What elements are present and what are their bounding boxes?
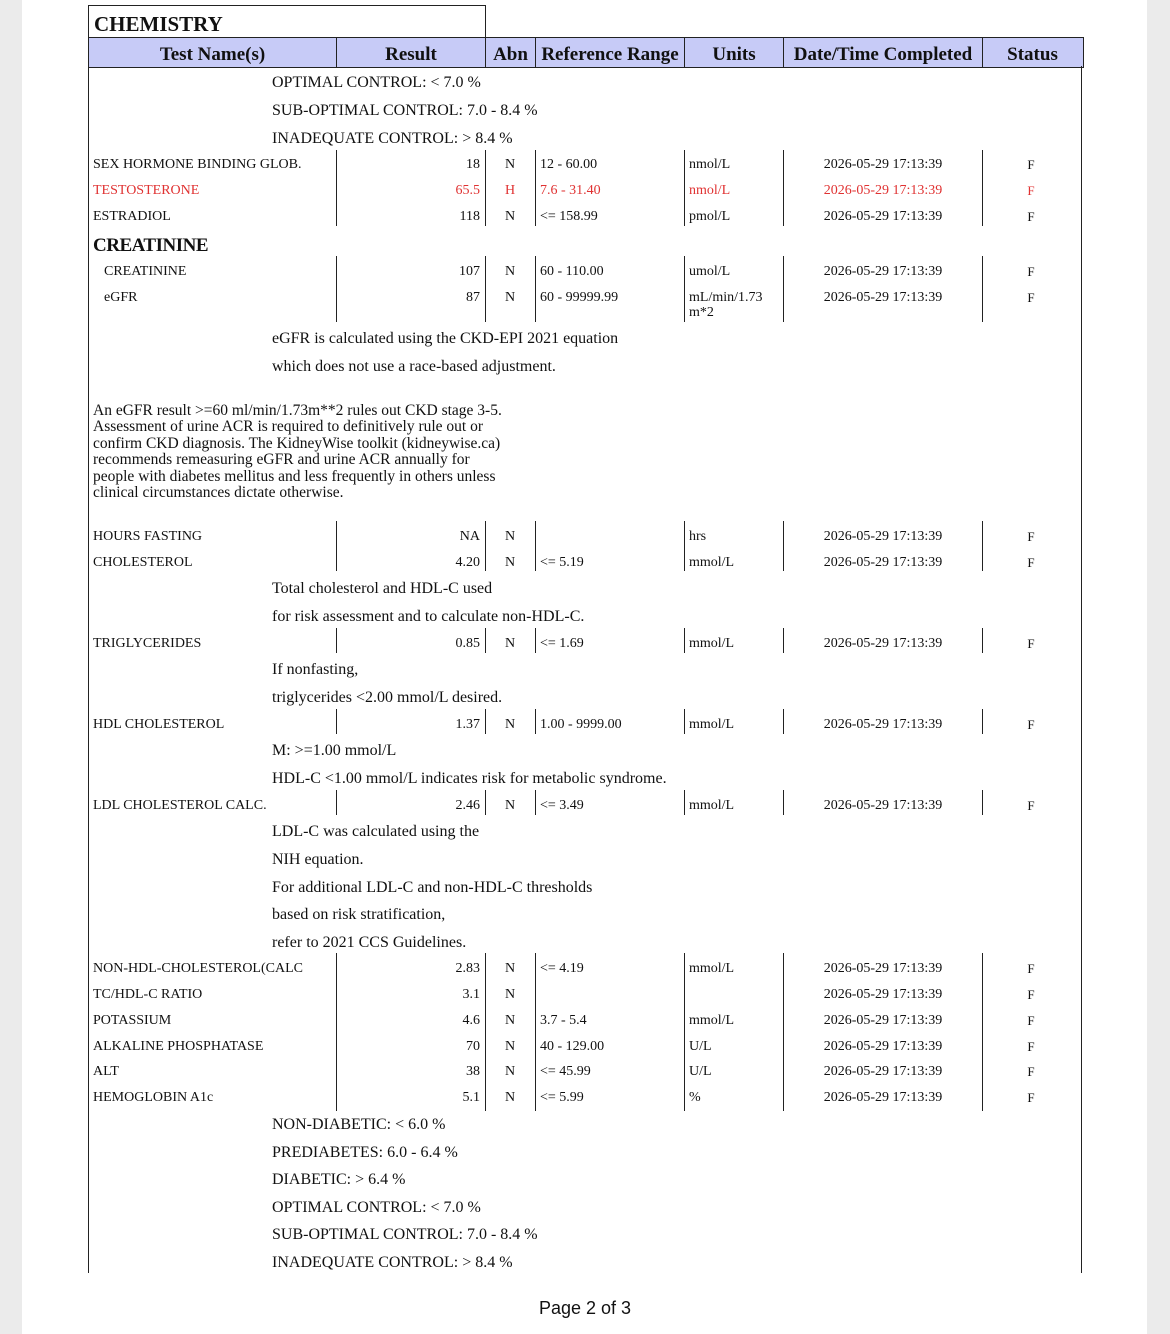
result-comment: INADEQUATE CONTROL: > 8.4 % [272, 130, 513, 147]
cell-divider [684, 790, 685, 815]
units: nmol/L [689, 157, 731, 172]
result-status: F [1027, 717, 1035, 732]
cell-divider [485, 790, 486, 815]
result-comment: M: >=1.00 mmol/L [272, 742, 397, 759]
reference-range: 3.7 - 5.4 [540, 1013, 587, 1028]
test-result: 5.1 [462, 1090, 480, 1105]
abnormal-flag: N [504, 798, 516, 813]
cell-divider [535, 628, 536, 653]
units: mmol/L [689, 1013, 735, 1028]
cell-divider [485, 709, 486, 734]
test-name: eGFR [104, 290, 138, 305]
cell-divider [336, 709, 337, 734]
cell-divider [336, 790, 337, 815]
reference-range: 40 - 129.00 [540, 1039, 605, 1054]
cell-divider [684, 709, 685, 734]
date-completed: 2026-05-29 17:13:39 [823, 961, 943, 976]
cell-divider [535, 256, 536, 322]
units: mmol/L [689, 961, 735, 976]
test-result: 107 [459, 264, 480, 279]
result-comment: OPTIMAL CONTROL: < 7.0 % [272, 74, 481, 91]
page-number: Page 2 of 3 [538, 1298, 632, 1318]
report-page [22, 0, 1147, 1334]
cell-divider [684, 953, 685, 1111]
cell-divider [485, 953, 486, 1111]
reference-range: <= 5.19 [540, 555, 584, 570]
col-status: Status [1007, 44, 1058, 65]
test-result: 4.20 [455, 555, 480, 570]
units: mL/min/1.73 [689, 290, 763, 305]
test-result: 118 [459, 209, 480, 224]
result-status: F [1027, 209, 1035, 224]
test-result: 1.37 [455, 717, 480, 732]
result-status: F [1027, 987, 1035, 1002]
test-name: TC/HDL-C RATIO [93, 987, 203, 1002]
units: pmol/L [689, 209, 731, 224]
col-units: Units [685, 38, 784, 67]
date-completed: 2026-05-29 17:13:39 [823, 1090, 943, 1105]
col-reference-range: Reference Range [536, 38, 685, 67]
abnormal-flag: N [504, 157, 516, 172]
result-comment: SUB-OPTIMAL CONTROL: 7.0 - 8.4 % [272, 102, 538, 119]
result-status: F [1027, 961, 1035, 976]
result-comment: which does not use a race-based adjustment. [272, 358, 556, 375]
cell-divider [485, 150, 486, 226]
test-result: 65.5 [455, 183, 480, 198]
test-name: ALKALINE PHOSPHATASE [93, 1039, 264, 1054]
test-result: 2.83 [455, 961, 480, 976]
result-comment: SUB-OPTIMAL CONTROL: 7.0 - 8.4 % [272, 1226, 538, 1244]
result-comment: Total cholesterol and HDL-C used [272, 580, 493, 597]
result-comment: for risk assessment and to calculate non-HDL-C. [272, 608, 585, 625]
reference-range: <= 5.99 [540, 1090, 584, 1105]
cell-divider [485, 521, 486, 571]
date-completed: 2026-05-29 17:13:39 [823, 555, 943, 570]
date-completed: 2026-05-29 17:13:39 [823, 1039, 943, 1054]
abnormal-flag: N [504, 717, 516, 732]
result-status: F [1027, 1064, 1035, 1079]
test-result: 18 [466, 157, 480, 172]
cell-divider [336, 628, 337, 653]
col-result: Result [337, 38, 486, 67]
result-status: F [1027, 529, 1035, 544]
result-comment: HDL-C <1.00 mmol/L indicates risk for metabolic syndrome. [272, 770, 667, 787]
abnormal-flag: N [504, 555, 516, 570]
date-completed: 2026-05-29 17:13:39 [823, 209, 943, 224]
col-date-completed: Date/Time Completed [784, 38, 983, 67]
cell-divider [485, 256, 486, 322]
abnormal-flag: N [504, 1039, 516, 1054]
reference-range: 12 - 60.00 [540, 157, 598, 172]
cell-divider [535, 709, 536, 734]
result-comment: refer to 2021 CCS Guidelines. [272, 934, 467, 952]
col-test-name: Test Name(s) [89, 38, 337, 67]
section-title-box [88, 5, 486, 38]
abnormal-flag: H [504, 183, 516, 198]
units: % [689, 1090, 701, 1105]
test-name: ALT [93, 1064, 119, 1079]
result-status: F [1027, 183, 1035, 198]
result-comment: triglycerides <2.00 mmol/L desired. [272, 689, 503, 706]
date-completed: 2026-05-29 17:13:39 [823, 529, 943, 544]
section-title: CHEMISTRY [94, 12, 223, 36]
cell-divider [336, 521, 337, 571]
result-status: F [1027, 1013, 1035, 1028]
column-header-row [88, 37, 1084, 68]
units: umol/L [689, 264, 731, 279]
test-name: POTASSIUM [93, 1013, 172, 1028]
reference-range: 60 - 99999.99 [540, 290, 619, 305]
result-status: F [1027, 636, 1035, 651]
result-comment: LDL-C was calculated using the [272, 823, 480, 840]
abnormal-flag: N [504, 636, 516, 651]
date-completed: 2026-05-29 17:13:39 [823, 264, 943, 279]
result-status: F [1027, 798, 1035, 813]
result-status: F [1027, 157, 1035, 172]
date-completed: 2026-05-29 17:13:39 [823, 798, 943, 813]
test-name: ESTRADIOL [93, 209, 171, 224]
table-right-border [1081, 66, 1082, 1273]
result-comment: OPTIMAL CONTROL: < 7.0 % [272, 1198, 481, 1216]
table-left-border [88, 66, 89, 1273]
cell-divider [684, 256, 685, 322]
abnormal-flag: N [504, 290, 516, 305]
reference-range: <= 1.69 [540, 636, 584, 651]
units: mmol/L [689, 636, 735, 651]
cell-divider [684, 150, 685, 226]
cell-divider [336, 150, 337, 226]
test-name: CHOLESTEROL [93, 555, 193, 570]
result-status: F [1027, 555, 1035, 570]
test-name: HDL CHOLESTEROL [93, 717, 225, 732]
date-completed: 2026-05-29 17:13:39 [823, 717, 943, 732]
result-comment: INADEQUATE CONTROL: > 8.4 % [272, 1254, 513, 1271]
units-continued: m*2 [689, 305, 714, 320]
abnormal-flag: N [504, 961, 516, 976]
result-status: F [1027, 1039, 1035, 1054]
abnormal-flag: N [504, 209, 516, 224]
date-completed: 2026-05-29 17:13:39 [823, 636, 943, 651]
test-result: 0.85 [455, 636, 480, 651]
units: U/L [689, 1064, 712, 1079]
cell-divider [535, 790, 536, 815]
test-result: NA [459, 529, 480, 544]
result-comment: NON-DIABETIC: < 6.0 % [272, 1116, 446, 1133]
abnormal-flag: N [504, 1090, 516, 1105]
test-name: NON-HDL-CHOLESTEROL(CALC [93, 961, 303, 976]
result-status: F [1027, 290, 1035, 305]
result-comment: For additional LDL-C and non-HDL-C thresholds [272, 878, 593, 896]
reference-range: <= 3.49 [540, 798, 584, 813]
cell-divider [535, 150, 536, 226]
cell-divider [535, 521, 536, 571]
result-comment: If nonfasting, [272, 661, 359, 678]
reference-range: 60 - 110.00 [540, 264, 604, 279]
cell-divider [485, 628, 486, 653]
units: mmol/L [689, 798, 735, 813]
units: hrs [689, 529, 707, 544]
test-result: 2.46 [455, 798, 480, 813]
result-comment: based on risk stratification, [272, 906, 446, 924]
units: U/L [689, 1039, 712, 1054]
test-name: HEMOGLOBIN A1c [93, 1090, 214, 1105]
date-completed: 2026-05-29 17:13:39 [823, 290, 943, 305]
cell-divider [684, 521, 685, 571]
test-name: TRIGLYCERIDES [93, 636, 202, 651]
units: mmol/L [689, 717, 735, 732]
test-result: 3.1 [462, 987, 480, 1002]
abnormal-flag: N [504, 264, 516, 279]
date-completed: 2026-05-29 17:13:39 [823, 183, 943, 198]
reference-range: <= 158.99 [540, 209, 598, 224]
result-comment: NIH equation. [272, 850, 364, 868]
date-completed: 2026-05-29 17:13:39 [823, 1013, 943, 1028]
cell-divider [535, 953, 536, 1111]
test-name: HOURS FASTING [93, 529, 203, 544]
cell-divider [336, 256, 337, 322]
test-name: CREATININE [104, 264, 187, 279]
reference-range: <= 4.19 [540, 961, 584, 976]
test-name: SEX HORMONE BINDING GLOB. [93, 157, 302, 172]
abnormal-flag: N [504, 1064, 516, 1079]
col-abn: Abn [486, 38, 536, 67]
date-completed: 2026-05-29 17:13:39 [823, 987, 943, 1002]
abnormal-flag: N [504, 987, 516, 1002]
abnormal-flag: N [504, 1013, 516, 1028]
reference-range: <= 45.99 [540, 1064, 591, 1079]
result-comment: eGFR is calculated using the CKD-EPI 2021 equation [272, 330, 619, 347]
cell-divider [684, 628, 685, 653]
date-completed: 2026-05-29 17:13:39 [823, 1064, 943, 1079]
reference-range: 1.00 - 9999.00 [540, 717, 622, 732]
result-status: F [1027, 264, 1035, 279]
reference-range: 7.6 - 31.40 [540, 183, 601, 198]
test-result: 38 [466, 1064, 480, 1079]
units: nmol/L [689, 183, 731, 198]
test-result: 70 [466, 1039, 480, 1054]
test-result: 4.6 [462, 1013, 480, 1028]
units: mmol/L [689, 555, 735, 570]
test-name: TESTOSTERONE [93, 183, 200, 198]
abnormal-flag: N [504, 529, 516, 544]
subsection-title: CREATININE [93, 235, 209, 256]
result-comment: PREDIABETES: 6.0 - 6.4 % [272, 1143, 458, 1161]
egfr-interpretation: An eGFR result >=60 ml/min/1.73m**2 rules out CKD stage 3-5. Assessment of urine ACR is required to definitively rule out or confirm CKD diagnosis. The KidneyWise toolkit (kidneywise.ca) recommends remeasuring eGFR and urine ACR annually for people with diabetes mellitus and less frequently in others unless clinical circumstances dictate otherwise. [93, 402, 502, 502]
test-name: LDL CHOLESTEROL CALC. [93, 798, 267, 813]
cell-divider [336, 953, 337, 1111]
test-result: 87 [466, 290, 480, 305]
result-comment: DIABETIC: > 6.4 % [272, 1171, 406, 1189]
date-completed: 2026-05-29 17:13:39 [823, 157, 943, 172]
result-status: F [1027, 1090, 1035, 1105]
